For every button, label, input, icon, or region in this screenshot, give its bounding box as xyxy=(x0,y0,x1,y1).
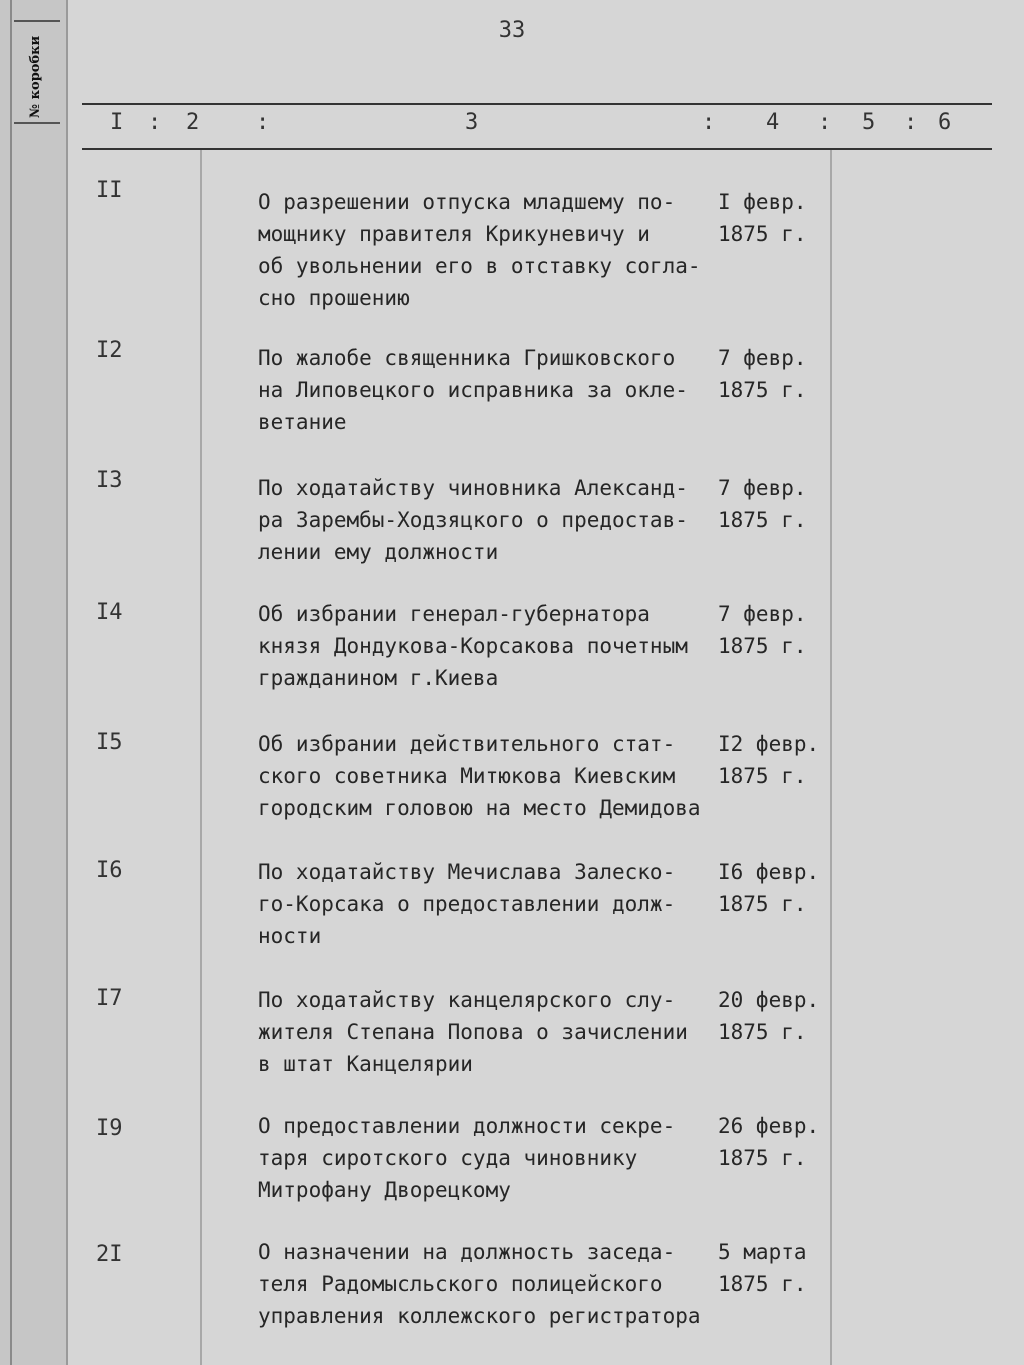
header-separator: : xyxy=(904,110,918,135)
column-divider-1 xyxy=(200,150,202,1365)
record-description: По жалобе священника Гришковского на Липовецкого исправника за окле- ветание xyxy=(258,346,688,434)
record-number: I6 xyxy=(96,858,123,883)
record-description: О предоставлении должности секре- таря сиротского суда чиновнику Митрофану Дворецкому xyxy=(258,1114,676,1202)
record-number: I2 xyxy=(96,338,123,363)
record-number: I3 xyxy=(96,468,123,493)
record-date: I февр. 1875 г. xyxy=(718,190,807,246)
record-number: I5 xyxy=(96,730,123,755)
record-number: I4 xyxy=(96,600,123,625)
column-divider-2 xyxy=(830,150,832,1365)
header-col-6: 6 xyxy=(938,110,952,135)
header-separator: : xyxy=(256,110,270,135)
record-description: Об избрании генерал-губернатора князя Дондукова-Корсакова почетным гражданином г.Киева xyxy=(258,602,688,690)
record-description: Об избрании действительного стат- ского советника Митюкова Киевским городским головою на место Демидова xyxy=(258,732,701,820)
header-top-rule xyxy=(82,103,992,105)
header-separator: : xyxy=(148,110,162,135)
record-date: I2 февр. 1875 г. xyxy=(718,732,820,788)
header-separator: : xyxy=(702,110,716,135)
record-description: По ходатайству Мечислава Залеско- го-Корсака о предоставлении долж- ности xyxy=(258,860,676,948)
record-number: I9 xyxy=(96,1116,123,1141)
binder-spine xyxy=(0,0,68,1365)
header-col-2: 2 xyxy=(186,110,200,135)
record-description: По ходатайству чиновника Александ- ра Зарембы-Ходзяцкого о предостав- лении ему должности xyxy=(258,476,688,564)
box-number-label: № коробки xyxy=(28,35,43,118)
record-description: О разрешении отпуска младшему по- мощнику правителя Крикуневичу и об увольнении его в отставку согла- сно прошению xyxy=(258,190,701,310)
record-date: 7 февр. 1875 г. xyxy=(718,476,807,532)
spine-edge-line xyxy=(10,0,12,1365)
record-date: 5 марта 1875 г. xyxy=(718,1240,807,1296)
header-col-5: 5 xyxy=(862,110,876,135)
header-col-4: 4 xyxy=(766,110,780,135)
record-date: 20 февр. 1875 г. xyxy=(718,988,820,1044)
record-number: II xyxy=(96,178,123,203)
header-col-3: 3 xyxy=(465,110,479,135)
header-col-1: I xyxy=(110,110,124,135)
record-number: 2I xyxy=(96,1242,123,1267)
record-number: I7 xyxy=(96,986,123,1011)
record-date: 7 февр. 1875 г. xyxy=(718,346,807,402)
record-date: 26 февр. 1875 г. xyxy=(718,1114,820,1170)
record-date: 7 февр. 1875 г. xyxy=(718,602,807,658)
record-date: I6 февр. 1875 г. xyxy=(718,860,820,916)
header-bottom-rule xyxy=(82,148,992,150)
page-number: 33 xyxy=(498,18,526,43)
record-description: По ходатайству канцелярского слу- жителя Степана Попова о зачислении в штат Канцелярии xyxy=(258,988,688,1076)
header-separator: : xyxy=(818,110,832,135)
record-description: О назначении на должность заседа- теля Радомысльского полицейского управления коллежского регистратора xyxy=(258,1240,701,1328)
